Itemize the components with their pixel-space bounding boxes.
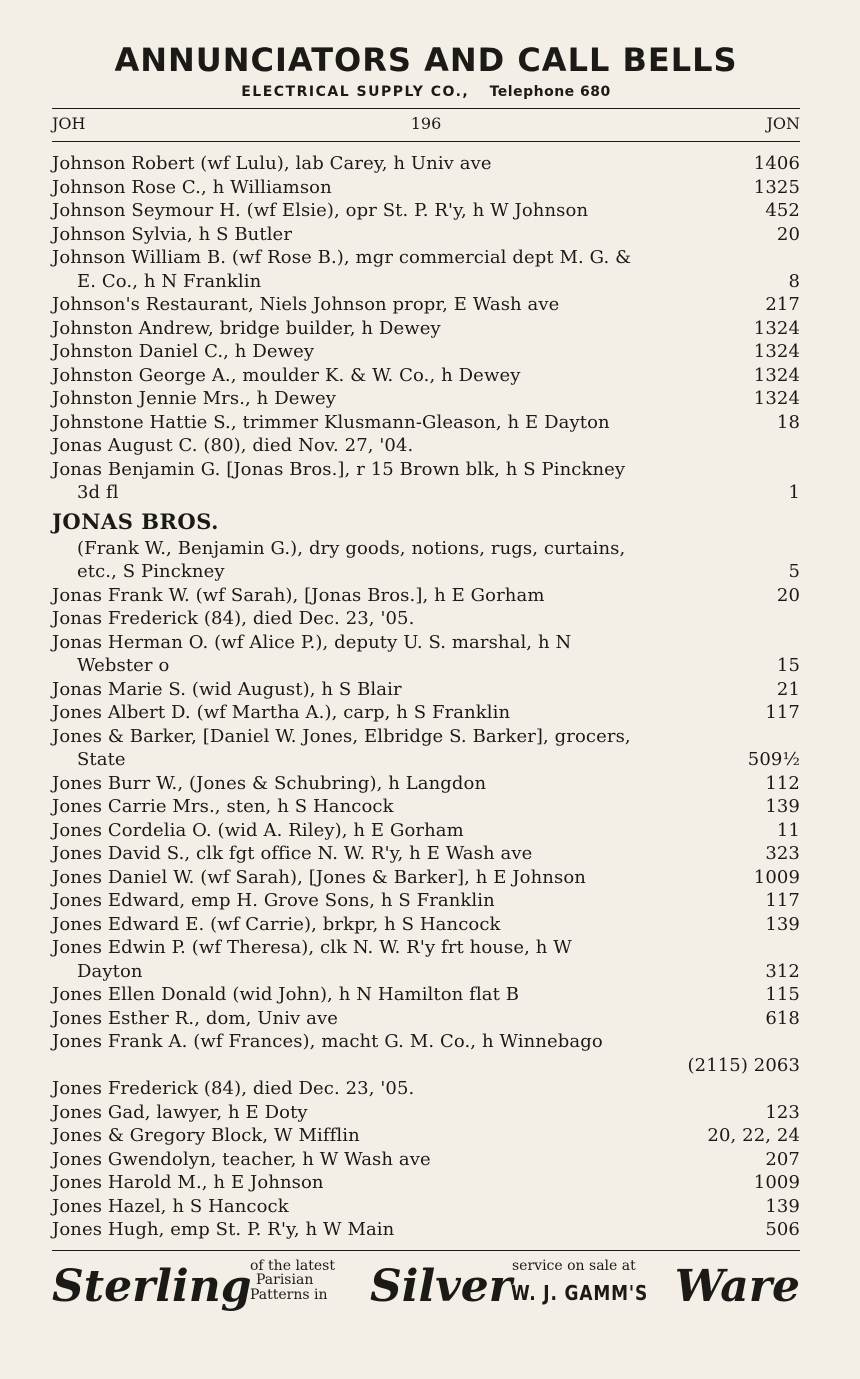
directory-entry [52, 866, 800, 890]
entry-name: Jones Frederick (84), died Dec. 23, '05. [52, 1078, 415, 1099]
entry-name: Jonas August C. (80), died Nov. 27, '04. [52, 435, 414, 456]
directory-entry [52, 317, 800, 341]
directory-entry [52, 1030, 800, 1077]
directory-entry [52, 584, 800, 608]
business-heading: JONAS BROS. [52, 508, 219, 534]
entry-name: Jones Esther R., dom, Univ ave [52, 1007, 338, 1029]
entry-number: 1 [788, 482, 800, 503]
entry-name: Johnson Seymour H. (wf Elsie), opr St. P. R'y, h W Johnson [52, 200, 589, 221]
entry-number: 117 [765, 702, 800, 723]
directory-entry [52, 340, 800, 364]
entry-name: Jones David S., clk fgt office N. W. R'y, h E Wash ave [52, 843, 533, 864]
entry-name: Johnson Robert (wf Lulu), lab Carey, h Univ ave [52, 153, 492, 174]
entry-name: Johnson's Restaurant, Niels Johnson propr, E Wash ave [52, 294, 560, 315]
directory-entry [52, 199, 800, 223]
running-head [52, 113, 800, 135]
entry-number: 21 [776, 678, 800, 700]
entry-number: 217 [765, 294, 800, 315]
directory-entry [52, 1101, 800, 1125]
entry-number: 20 [776, 584, 800, 606]
directory-entry [52, 1148, 800, 1172]
entry-line: E. Co., h N Franklin [77, 270, 262, 292]
directory-entry [52, 819, 800, 843]
entry-number: 1325 [753, 176, 800, 198]
ad-ware: Ware [674, 1261, 800, 1312]
business-entry [52, 537, 800, 584]
directory-entry [52, 1007, 800, 1031]
entry-number: (2115) 2063 [687, 1054, 800, 1076]
entry-number: 123 [765, 1101, 800, 1123]
entry-number: 509½ [747, 749, 800, 770]
entry-name: Jones Frank A. (wf Frances), macht G. M. Co., h Winnebago [52, 1031, 603, 1052]
directory-entry [52, 152, 800, 176]
ad-parisian: Parisian [256, 1272, 314, 1288]
entry-number: 112 [765, 772, 800, 794]
banner-subtitle [52, 82, 800, 102]
entry-name: Jones Gad, lawyer, h E Doty [52, 1101, 308, 1123]
directory-entry [52, 1218, 800, 1242]
entry-number: 506 [765, 1219, 800, 1240]
entry-number: 1324 [753, 317, 800, 339]
entry-name: Jones Albert D. (wf Martha A.), carp, h S Franklin [52, 702, 511, 723]
entry-name: Jones Daniel W. (wf Sarah), [Jones & Barker], h E Johnson [52, 866, 586, 888]
entry-number: 20, 22, 24 [707, 1125, 800, 1146]
entry-number: 11 [776, 819, 800, 841]
ad-gamm: W. J. GAMM'S [511, 1281, 649, 1305]
entry-name: Jones Gwendolyn, teacher, h W Wash ave [52, 1148, 431, 1170]
entry-name: Jones Hugh, emp St. P. R'y, h W Main [52, 1219, 395, 1240]
entry-name: Jones & Barker, [Daniel W. Jones, Elbridge S. Barker], grocers, [52, 725, 631, 747]
entry-name: Jones Hazel, h S Hancock [52, 1195, 289, 1217]
directory-entry [52, 434, 800, 458]
directory-entry [52, 1077, 800, 1101]
directory-entry [52, 1124, 800, 1148]
entry-number: 115 [765, 984, 800, 1005]
directory-entry [52, 725, 800, 772]
entry-name: Jones & Gregory Block, W Mifflin [52, 1125, 360, 1146]
directory-entry [52, 607, 800, 631]
entry-name: Jones Carrie Mrs., sten, h S Hancock [52, 796, 394, 817]
entry-line: Dayton [77, 960, 143, 982]
entry-name: Jones Ellen Donald (wid John), h N Hamilton flat B [52, 984, 520, 1005]
entry-name: Johnson Rose C., h Williamson [52, 176, 332, 198]
guide-word-left: JOH [52, 114, 86, 133]
directory-entry [52, 364, 800, 388]
top-advertisement [52, 40, 800, 102]
ad-service: service on sale at [512, 1258, 636, 1274]
company-name: ELECTRICAL SUPPLY CO., [241, 84, 470, 100]
entry-name: Johnston George A., moulder K. & W. Co., h Dewey [52, 364, 521, 386]
directory-entry [52, 1195, 800, 1219]
entry-name: Jones Harold M., h E Johnson [52, 1172, 324, 1193]
directory-entry [52, 678, 800, 702]
entry-name: Jones Cordelia O. (wid A. Riley), h E Gorham [52, 819, 464, 841]
directory-entry [52, 293, 800, 317]
entry-line: 3d fl [77, 482, 119, 503]
entry-number: 312 [765, 960, 800, 982]
entry-name: Jonas Marie S. (wid August), h S Blair [52, 678, 402, 700]
entry-name: Jonas Herman O. (wf Alice P.), deputy U. S. marshal, h N [52, 631, 572, 653]
entry-number: 8 [788, 270, 800, 292]
directory-entry [52, 701, 800, 725]
entry-name: Johnstone Hattie S., trimmer Klusmann-Gleason, h E Dayton [52, 411, 610, 433]
directory-listing [52, 152, 800, 1242]
entry-name: Jonas Frank W. (wf Sarah), [Jonas Bros.], h E Gorham [52, 584, 545, 606]
entry-number: 117 [765, 890, 800, 911]
directory-entry [52, 913, 800, 937]
entry-number: 1009 [753, 1172, 800, 1193]
entry-number: 139 [765, 1195, 800, 1217]
entry-number: 618 [765, 1007, 800, 1029]
entry-line: etc., S Pinckney [77, 561, 225, 582]
guide-word-right: JON [766, 114, 800, 133]
entry-number: 323 [765, 843, 800, 864]
directory-entry [52, 411, 800, 435]
entry-line: State [77, 749, 126, 770]
entry-number: 139 [765, 913, 800, 935]
divider [52, 141, 800, 142]
entry-number: 452 [765, 200, 800, 221]
banner-title: ANNUNCIATORS AND CALL BELLS [114, 41, 738, 79]
entry-group [52, 584, 800, 1242]
entry-line: Webster o [77, 655, 170, 676]
entry-number: 1324 [753, 341, 800, 362]
directory-page [52, 40, 800, 1242]
bottom-advertisement [52, 1250, 800, 1321]
entry-number: 1406 [753, 153, 800, 174]
ad-sterling: Sterling [52, 1261, 252, 1312]
entry-number: 1009 [753, 866, 800, 888]
directory-entry [52, 223, 800, 247]
entry-name: Jones Burr W., (Jones & Schubring), h Langdon [52, 772, 487, 794]
directory-entry [52, 176, 800, 200]
entry-name: Jonas Frederick (84), died Dec. 23, '05. [52, 608, 415, 629]
telephone: Telephone 680 [489, 84, 611, 100]
entry-name: Jonas Benjamin G. [Jonas Bros.], r 15 Brown blk, h S Pinckney [52, 458, 626, 480]
directory-entry [52, 983, 800, 1007]
entry-number: 15 [776, 655, 800, 676]
entry-name: Johnson William B. (wf Rose B.), mgr commercial dept M. G. & [52, 247, 632, 268]
page-number: 196 [410, 114, 442, 133]
entry-number: 139 [765, 796, 800, 817]
entry-number: 207 [765, 1148, 800, 1170]
entry-name: Jones Edward E. (wf Carrie), brkpr, h S Hancock [52, 913, 501, 935]
ad-patterns-in: Patterns in [250, 1287, 328, 1303]
directory-entry [52, 387, 800, 411]
entry-name: Johnston Daniel C., h Dewey [52, 341, 315, 362]
entry-name: Johnston Andrew, bridge builder, h Dewey [52, 317, 441, 339]
entry-name: Jones Edwin P. (wf Theresa), clk N. W. R'y frt house, h W [52, 937, 572, 958]
directory-entry [52, 772, 800, 796]
ad-silver: Silver [370, 1261, 512, 1312]
divider [52, 108, 800, 109]
directory-entry [52, 842, 800, 866]
ad-of-the-latest: of the latest [250, 1258, 335, 1274]
directory-entry [52, 1171, 800, 1195]
entry-name: Johnston Jennie Mrs., h Dewey [52, 388, 337, 409]
directory-entry [52, 458, 800, 505]
entry-number: 5 [788, 561, 800, 582]
directory-entry [52, 246, 800, 293]
entry-number: 18 [776, 411, 800, 433]
entry-number: 1324 [753, 388, 800, 409]
entry-line: (Frank W., Benjamin G.), dry goods, notions, rugs, curtains, [77, 537, 626, 559]
entry-group [52, 152, 800, 505]
directory-entry [52, 889, 800, 913]
entry-number: 1324 [753, 364, 800, 386]
entry-name: Jones Edward, emp H. Grove Sons, h S Franklin [52, 890, 495, 911]
directory-entry [52, 936, 800, 983]
entry-number: 20 [776, 223, 800, 245]
directory-entry [52, 795, 800, 819]
directory-entry [52, 631, 800, 678]
entry-name: Johnson Sylvia, h S Butler [52, 223, 293, 245]
